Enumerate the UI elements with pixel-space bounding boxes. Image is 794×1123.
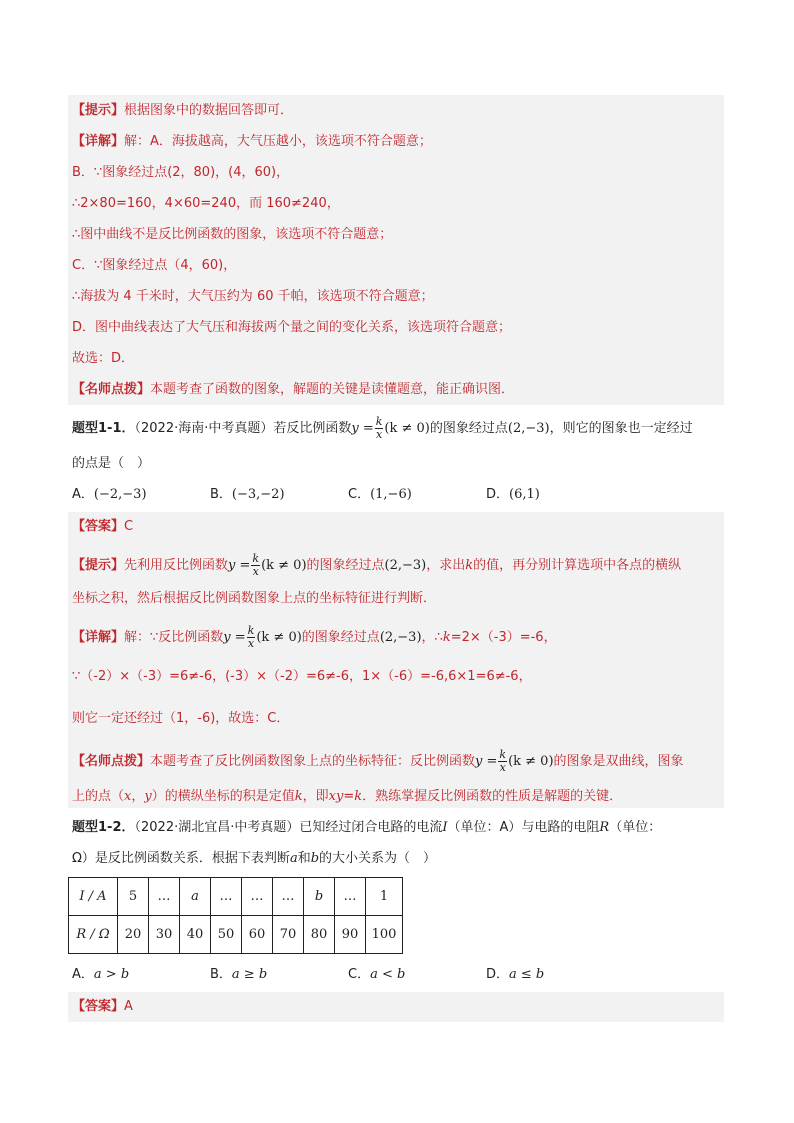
q1-conclusion: 则它一定还经过（1，-6)，故选：C． <box>72 711 290 726</box>
detail-choice: 故选：D． <box>72 351 135 366</box>
hint-line: 【提示】根据图象中的数据回答即可． <box>72 103 294 118</box>
q1-option-d: D．(6,1) <box>486 487 540 502</box>
q1-detail-calc: ∵（-2）×（-3）=6≠-6，(-3）×（-2）=6≠-6，1×（-6）=-6,6×1=6≠-6， <box>72 669 532 684</box>
detail-altitude: ∴海拔为 4 千米时，大气压约为 60 千帕，该选项不符合题意； <box>72 289 434 304</box>
q1-detail: 【详解】解：∵反比例函数y = $\frac{k}{x}$ (k ≠ 0)的图象经过点(2,−3)，∴k=2×（-3）=-6， <box>72 624 557 650</box>
q1-hint-cont: 坐标之积，然后根据反比例函数图象上点的坐标特征进行判断． <box>72 591 437 606</box>
q1-hint: 【提示】先利用反比例函数y = $\frac{k}{x}$ (k ≠ 0)的图象经过点(2,−3)，求出k的值，再分别计算选项中各点的横纵 <box>72 552 682 578</box>
q1-tip-cont: 上的点（x，y）的横纵坐标的积是定值k，即xy=k．熟练掌握反比例函数的性质是解题的关键． <box>72 789 623 804</box>
table-row: R / Ω 20 30 40 50 60 70 80 90 100 <box>69 916 403 954</box>
answer-shade-q1 <box>68 512 724 542</box>
q2-stem: 题型1-2．（2022·湖北宜昌·中考真题）已知经过闭合电路的电流I（单位：A）与电路的电阻R（单位： <box>72 820 662 835</box>
q2-answer: 【答案】A <box>72 999 133 1014</box>
q2-option-a: A．a > b <box>72 967 130 982</box>
q2-label: 题型1-2． <box>72 820 135 835</box>
answer-tag: 【答案】 <box>72 999 125 1014</box>
tip-tag: 【名师点拨】 <box>72 382 151 397</box>
q1-option-b: B．(−3,−2) <box>210 487 285 502</box>
hint-tag: 【提示】 <box>72 558 125 573</box>
q1-stem-cont: 的点是（ ） <box>72 456 151 471</box>
tip-tag: 【名师点拨】 <box>72 754 151 769</box>
q2-option-d: D．a ≤ b <box>486 967 545 982</box>
answer-shade-q2 <box>68 992 724 1022</box>
fraction-k-over-x: $\frac{k}{x}$ <box>375 415 383 441</box>
detail-calc: ∴2×80=160，4×60=240，而 160≠240， <box>72 196 340 211</box>
q1-tip: 【名师点拨】本题考查了反比例函数图象上点的坐标特征：反比例函数y = $\frac{k}{x}$ (k ≠ 0)的图象是双曲线，图象 <box>72 748 684 774</box>
q1-stem: 题型1-1．（2022·海南·中考真题）若反比例函数y = $\frac{k}{x}$ (k ≠ 0)的图象经过点(2,−3)，则它的图象也一定经过 <box>72 415 693 441</box>
q1-label: 题型1-1． <box>72 421 135 436</box>
detail-tag: 【详解】 <box>72 630 125 645</box>
q2-option-c: C．a < b <box>348 967 406 982</box>
answer-tag: 【答案】 <box>72 519 125 534</box>
current-resistance-table <box>68 877 403 954</box>
q1-option-a: A．(−2,−3) <box>72 487 147 502</box>
detail-d: D．图中曲线表达了大气压和海拔两个量之间的变化关系，该选项符合题意； <box>72 320 512 335</box>
detail-not-inverse: ∴图中曲线不是反比例函数的图象，该选项不符合题意； <box>72 227 393 242</box>
detail-tag: 【详解】 <box>72 134 125 149</box>
tip-line: 【名师点拨】本题考查了函数的图象，解题的关键是读懂题意，能正确识图． <box>72 382 515 397</box>
q1-answer: 【答案】C <box>72 519 134 534</box>
detail-c: C．∵图象经过点（4，60)， <box>72 258 237 273</box>
hint-tag: 【提示】 <box>72 103 125 118</box>
q1-option-c: C．(1,−6) <box>348 487 412 502</box>
detail-line: 【详解】解：A．海拔越高，大气压越小，该选项不符合题意； <box>72 134 432 149</box>
detail-b: B．∵图象经过点(2，80)，(4，60)， <box>72 165 290 180</box>
q2-stem-cont: Ω）是反比例函数关系．根据下表判断a和b的大小关系为（ ） <box>72 851 437 866</box>
table-row: I / A 5 … a … … … b … 1 <box>69 878 403 916</box>
q2-option-b: B．a ≥ b <box>210 967 268 982</box>
